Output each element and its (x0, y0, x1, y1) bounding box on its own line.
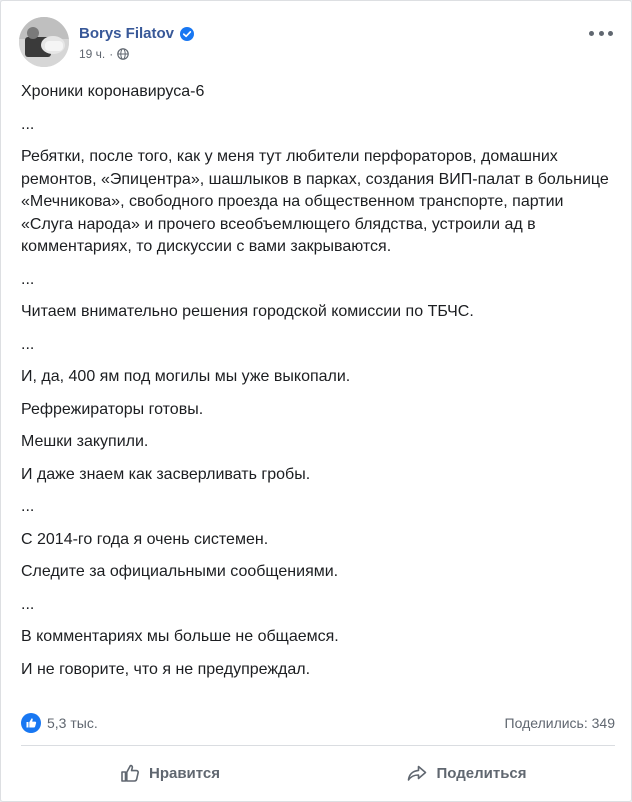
share-button[interactable] (318, 753, 615, 793)
divider (21, 745, 615, 746)
more-dot-icon (599, 31, 604, 36)
action-bar (21, 753, 615, 793)
post-header (19, 17, 613, 67)
post-paragraph: И даже знаем как засверливать гробы. (21, 465, 311, 483)
like-reaction-icon (21, 713, 41, 733)
post-paragraph: Мешки закупили. (21, 433, 149, 450)
share-arrow-icon (406, 762, 428, 784)
post-paragraph: Читаем внимательно решения городской комиссии по ТБЧС. (21, 303, 474, 320)
post-paragraph: Хроники коронавируса-6 (21, 83, 205, 100)
author-name[interactable]: Borys Filatov (79, 25, 175, 42)
author-line (79, 25, 194, 42)
post-paragraph: И не говорите, что я не предупреждал. (21, 660, 311, 678)
reactions-bar (21, 711, 615, 735)
post-paragraph: И, да, 400 ям под могилы мы уже выкопали. (21, 368, 351, 385)
post-paragraph: Следите за официальными сообщениями. (21, 563, 339, 580)
like-button[interactable] (21, 753, 318, 793)
post-paragraph: С 2014-го года я очень системен. (21, 530, 269, 548)
like-button-label: Нравится (148, 764, 221, 782)
post-paragraph: Ребятки, после того, как у меня тут любители перфораторов, домашних ремонтов, «Эпицентра», шашлыков в парках, создания ВИП-палат в больнице «Мечникова», свободного проезда на общественном транспорте, партии «Слуга народа» и прочего всеобъемлющего блядства, устроили ад в комментариях, то дискуссии с вами закрываются. (21, 148, 609, 255)
share-count[interactable]: Поделились: 349 (504, 715, 615, 731)
globe-icon[interactable] (117, 48, 129, 60)
reaction-summary[interactable] (21, 713, 98, 733)
avatar[interactable] (19, 17, 69, 67)
post-paragraph: ... (21, 335, 35, 353)
post-timestamp[interactable]: 19 ч. (79, 47, 106, 61)
post-paragraph: ... (21, 270, 35, 288)
avatar-photo-icon (19, 17, 69, 67)
post-paragraph: Рефрежираторы готовы. (21, 400, 204, 418)
meta-separator: · (109, 47, 114, 61)
post-paragraph: В комментариях мы больше не общаемся. (21, 628, 339, 645)
more-options-button[interactable] (589, 23, 613, 43)
more-dot-icon (589, 31, 594, 36)
post-paragraph: ... (21, 595, 35, 613)
thumbs-up-icon (119, 762, 141, 784)
post-meta (79, 47, 129, 61)
post-paragraph: ... (21, 498, 35, 515)
post-paragraph: ... (21, 115, 35, 133)
verified-badge-icon (180, 27, 194, 41)
reaction-count: 5,3 тыс. (47, 715, 98, 731)
post-body (21, 81, 615, 691)
share-button-label: Поделиться (436, 764, 527, 782)
more-dot-icon (608, 31, 613, 36)
